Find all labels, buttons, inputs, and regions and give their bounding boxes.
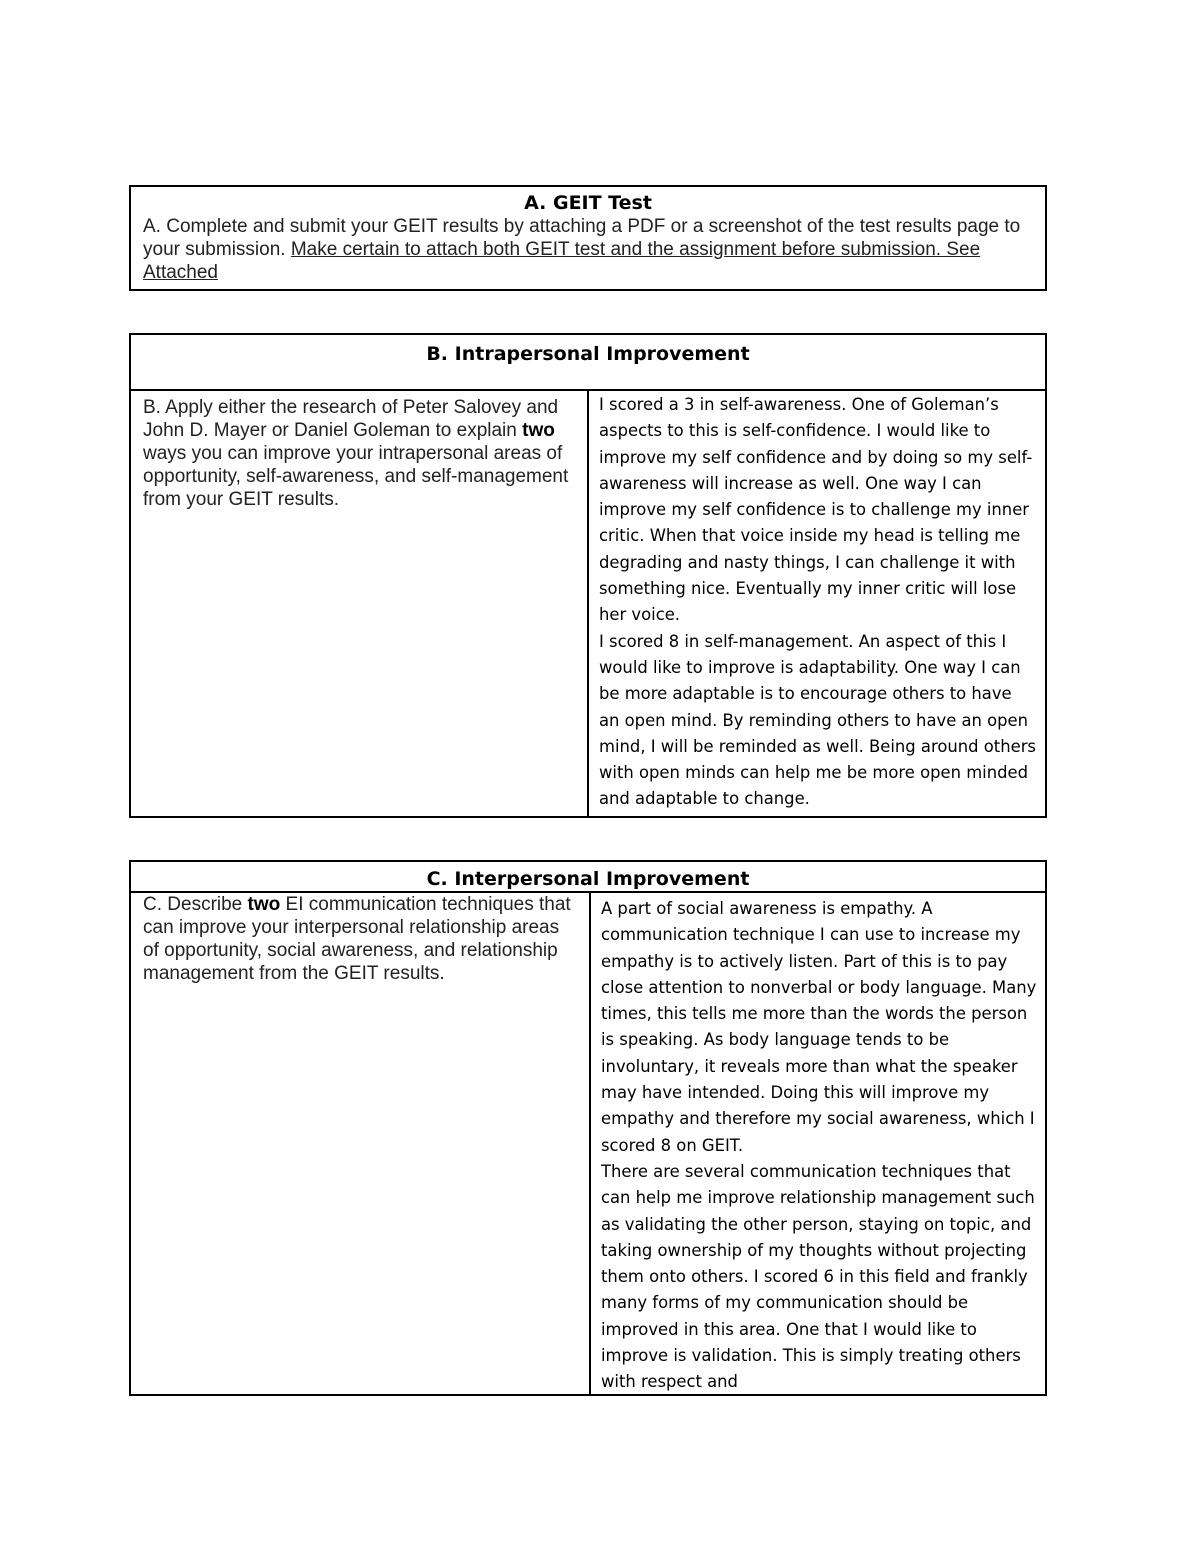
section-a-body: [131, 215, 1045, 284]
section-a-title: A. GEIT Test: [524, 192, 652, 214]
section-b-prompt-before: B. Apply either the research of Peter Salovey and John D. Mayer or Daniel Goleman to explain: [143, 397, 559, 441]
section-c-prompt-after: EI communication techniques that can improve your interpersonal relationship areas of opportunity, social awareness, and relationship management from the GEIT results.: [143, 894, 571, 984]
section-c-title: C. Interpersonal Improvement: [131, 862, 1045, 893]
section-b-answer: [589, 391, 1045, 816]
section-b-answer-paragraph-2: I scored 8 in self-management. An aspect of this I would like to improve is adaptability. One way I can be more adaptable is to encourage others to have an open mind. By reminding others to have an open mind, I will be reminded as well. Being around others with open minds can help me be more open minded and adaptable to change.: [599, 631, 1036, 809]
section-b-prompt-after: ways you can improve your intrapersonal areas of opportunity, self-awareness, and self-management from your GEIT results.: [143, 443, 569, 510]
section-c-answer-paragraph-1: A part of social awareness is empathy. A communication technique I can use to increase my empathy is to actively listen. Part of this is to pay close attention to nonverbal or body language. Many times, this tells me more than the words the person is speaking. As body language tends to be involuntary, it reveals more than what the speaker may have intended. Doing this will improve my empathy and therefore my social awareness, which I scored 8 on GEIT.: [601, 899, 1037, 1155]
section-a-attachment-note: Make certain to attach both GEIT test and the assignment before submission. See Attached: [143, 239, 981, 283]
section-c-answer-paragraph-2: There are several communication techniques that can help me improve relationship management such as validating the other person, staying on topic, and taking ownership of my thoughts without projecting them onto others. I scored 6 in this field and frankly many forms of my communication should be improved in this area. One that I would like to improve is validation. This is simply treating others with respect and: [601, 1161, 1035, 1392]
section-a-instructions: A. Complete and submit your GEIT results by attaching a PDF or a screenshot of the test results page to your submission.: [143, 216, 1021, 260]
section-b-answer-paragraph-1: I scored a 3 in self-awareness. One of Goleman’s aspects to this is self-confidence. I would like to improve my self confidence and by doing so my self-awareness will increase as well. One way I can improve my self confidence is to challenge my inner critic. When that voice inside my head is telling me degrading and nasty things, I can challenge it with something nice. Eventually my inner critic will lose her voice.: [599, 395, 1033, 625]
section-c-prompt: [131, 893, 591, 1394]
section-a-box: [129, 185, 1047, 291]
section-b-row: [131, 391, 1045, 816]
section-c-answer: [591, 893, 1045, 1394]
section-c-box: [129, 860, 1047, 1396]
section-c-row: [131, 893, 1045, 1394]
section-b-prompt: [131, 391, 589, 816]
section-b-box: [129, 333, 1047, 818]
section-b-title: B. Intrapersonal Improvement: [131, 335, 1045, 391]
section-c-prompt-before: C. Describe: [143, 894, 248, 915]
section-b-prompt-bold: two: [522, 420, 555, 441]
section-c-prompt-bold: two: [247, 894, 281, 915]
